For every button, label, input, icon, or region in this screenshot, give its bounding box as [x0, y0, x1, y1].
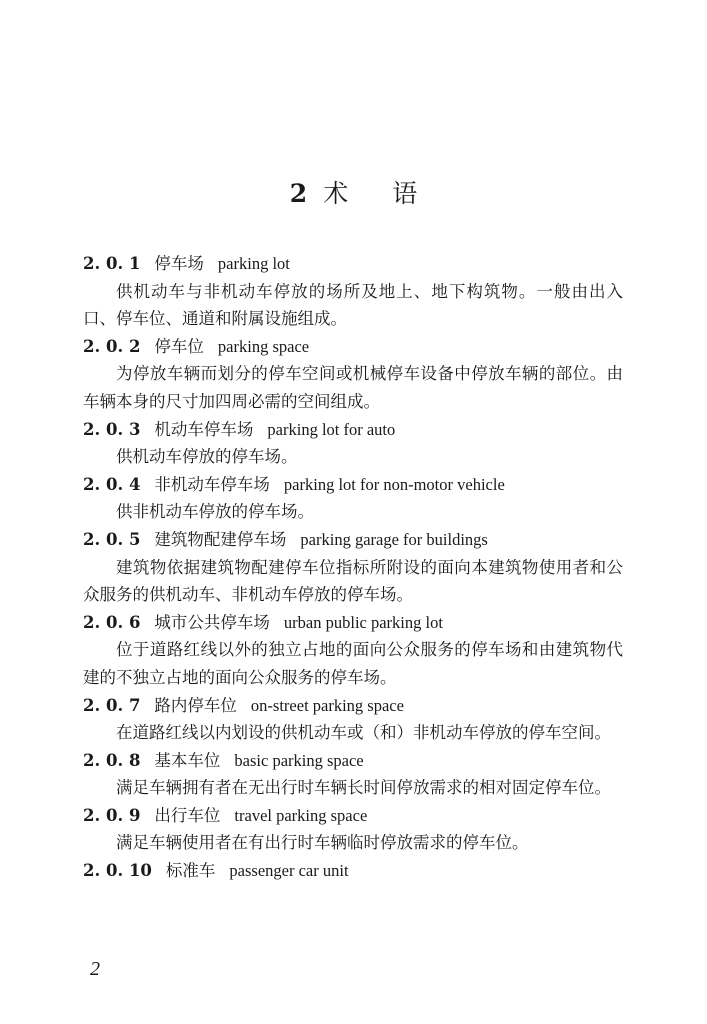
term-definition: 满足车辆使用者在有出行时车辆临时停放需求的停车位。 [116, 833, 529, 853]
term-entry [83, 250, 623, 333]
term-definition: 供机动车与非机动车停放的场所及地上、地下构筑物。一般由出入口、停车位、通道和附属设施组成。 [83, 281, 623, 329]
term-heading [83, 416, 623, 444]
term-number: 2. 0. 6 [83, 612, 141, 632]
page-number: 2 [90, 958, 100, 980]
term-definition: 建筑物依据建筑物配建停车位指标所附设的面向本建筑物使用者和公众服务的供机动车、非机动车停放的停车场。 [83, 557, 623, 605]
term-english-name: parking lot for auto [267, 419, 396, 439]
term-chinese-name: 机动车停车场 [154, 419, 254, 439]
term-number: 2. 0. 4 [83, 474, 141, 494]
term-heading [83, 333, 623, 361]
term-heading [83, 609, 623, 637]
term-chinese-name: 非机动车停车场 [154, 474, 270, 494]
term-english-name: basic parking space [234, 750, 364, 770]
term-english-name: passenger car unit [229, 861, 349, 881]
term-number: 2. 0. 1 [83, 254, 141, 273]
term-english-name: parking lot [217, 254, 290, 273]
term-number: 2. 0. 3 [83, 419, 141, 439]
term-chinese-name: 停车位 [154, 336, 204, 356]
term-english-name: parking space [217, 336, 310, 356]
term-definition: 为停放车辆而划分的停车空间或机械停车设备中停放车辆的部位。由车辆本身的尺寸加四周必需的空间组成。 [83, 364, 623, 411]
term-number: 2. 0. 10 [83, 861, 152, 881]
term-chinese-name: 建筑物配建停车场 [154, 529, 287, 549]
term-english-name: travel parking space [234, 805, 368, 825]
term-number: 2. 0. 9 [83, 805, 141, 825]
term-entry [83, 802, 623, 857]
term-heading [83, 857, 623, 885]
term-entry [83, 692, 623, 747]
term-heading [83, 802, 623, 830]
term-chinese-name: 标准车 [165, 861, 216, 881]
term-chinese-name: 出行车位 [154, 805, 221, 825]
term-heading [83, 747, 623, 775]
term-number: 2. 0. 8 [83, 750, 141, 770]
chapter-title-char-1: 术 [323, 179, 349, 208]
term-entry [83, 333, 623, 416]
term-number: 2. 0. 5 [83, 529, 141, 549]
term-heading [83, 250, 623, 278]
chapter-title-char-2: 语 [392, 179, 418, 208]
chapter-number: 2 [289, 179, 308, 208]
term-chinese-name: 路内停车位 [154, 695, 237, 715]
term-heading [83, 526, 623, 554]
term-english-name: parking lot for non-motor vehicle [283, 474, 505, 494]
term-definition: 位于道路红线以外的独立占地的面向公众服务的停车场和由建筑物代建的不独立占地的面向公众服务的停车场。 [83, 640, 623, 687]
term-entry [83, 747, 623, 802]
term-heading [83, 692, 623, 720]
terms-list [83, 250, 623, 885]
chapter-title [0, 177, 707, 211]
term-entry [83, 526, 623, 609]
term-english-name: urban public parking lot [283, 612, 443, 632]
term-definition: 供非机动车停放的停车场。 [116, 502, 314, 522]
term-english-name: on-street parking space [250, 695, 404, 715]
term-entry [83, 857, 623, 885]
term-chinese-name: 基本车位 [154, 750, 221, 770]
term-heading [83, 471, 623, 499]
term-number: 2. 0. 2 [83, 336, 141, 356]
term-definition: 满足车辆拥有者在无出行时车辆长时间停放需求的相对固定停车位。 [116, 778, 611, 798]
term-english-name: parking garage for buildings [300, 529, 488, 549]
term-chinese-name: 停车场 [154, 254, 204, 273]
term-chinese-name: 城市公共停车场 [154, 612, 270, 632]
term-definition: 供机动车停放的停车场。 [116, 447, 298, 467]
term-entry [83, 416, 623, 471]
term-entry [83, 609, 623, 692]
term-definition: 在道路红线以内划设的供机动车或（和）非机动车停放的停车空间。 [116, 723, 611, 743]
term-number: 2. 0. 7 [83, 695, 141, 715]
term-entry [83, 471, 623, 526]
